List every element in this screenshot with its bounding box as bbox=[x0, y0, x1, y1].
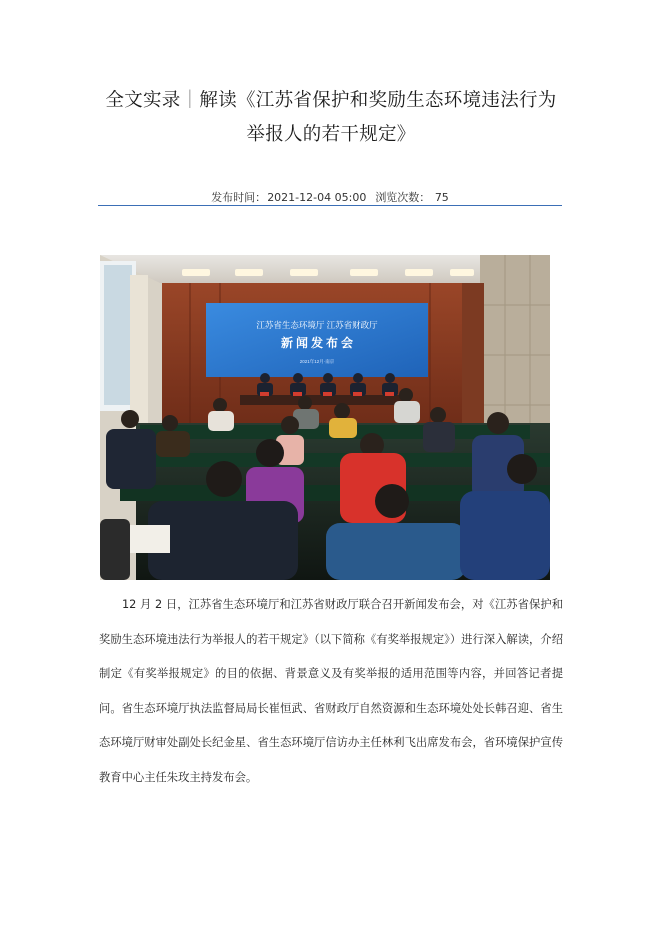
views-label: 浏览次数： bbox=[375, 191, 431, 204]
banner-line-3: 2021年12月·南京 bbox=[299, 359, 335, 364]
title-divider bbox=[98, 205, 562, 206]
publish-time: 2021-12-04 05:00 bbox=[267, 191, 367, 204]
press-conference-photo bbox=[100, 255, 550, 580]
title-main: 解读《江苏省保护和奖励生态环境违法行为举报人的若干规定》 bbox=[199, 90, 557, 145]
views-count: 75 bbox=[434, 191, 449, 204]
title-prefix: 全文实录 bbox=[105, 90, 181, 111]
title-separator: ｜ bbox=[180, 90, 200, 111]
article-meta bbox=[98, 189, 562, 205]
article-title bbox=[96, 84, 566, 152]
publish-time-label: 发布时间： bbox=[211, 191, 267, 204]
article-paragraph: 12 月 2 日，江苏省生态环境厅和江苏省财政厅联合召开新闻发布会，对《江苏省保护和奖励生态环境违法行为举报人的若干规定》（以下简称《有奖举报规定》）进行深入解读，介绍制定《有奖举报规定》的目的依据、背景意义及有奖举报的适用范围等内容，并回答记者提问。省生态环境厅执法监督局局长崔恒武、省财政厅自然资源和生态环境处处长韩召迎、省生态环境厅财审处副处长纪金星、省生态环境厅信访办主任林利飞出席发布会，省环境保护宣传教育中心主任朱玫主持发布会。 bbox=[99, 598, 563, 784]
banner-line-1: 江苏省生态环境厅 江苏省财政厅 bbox=[256, 320, 378, 330]
banner-line-2: 新 闻 发 布 会 bbox=[280, 336, 354, 350]
